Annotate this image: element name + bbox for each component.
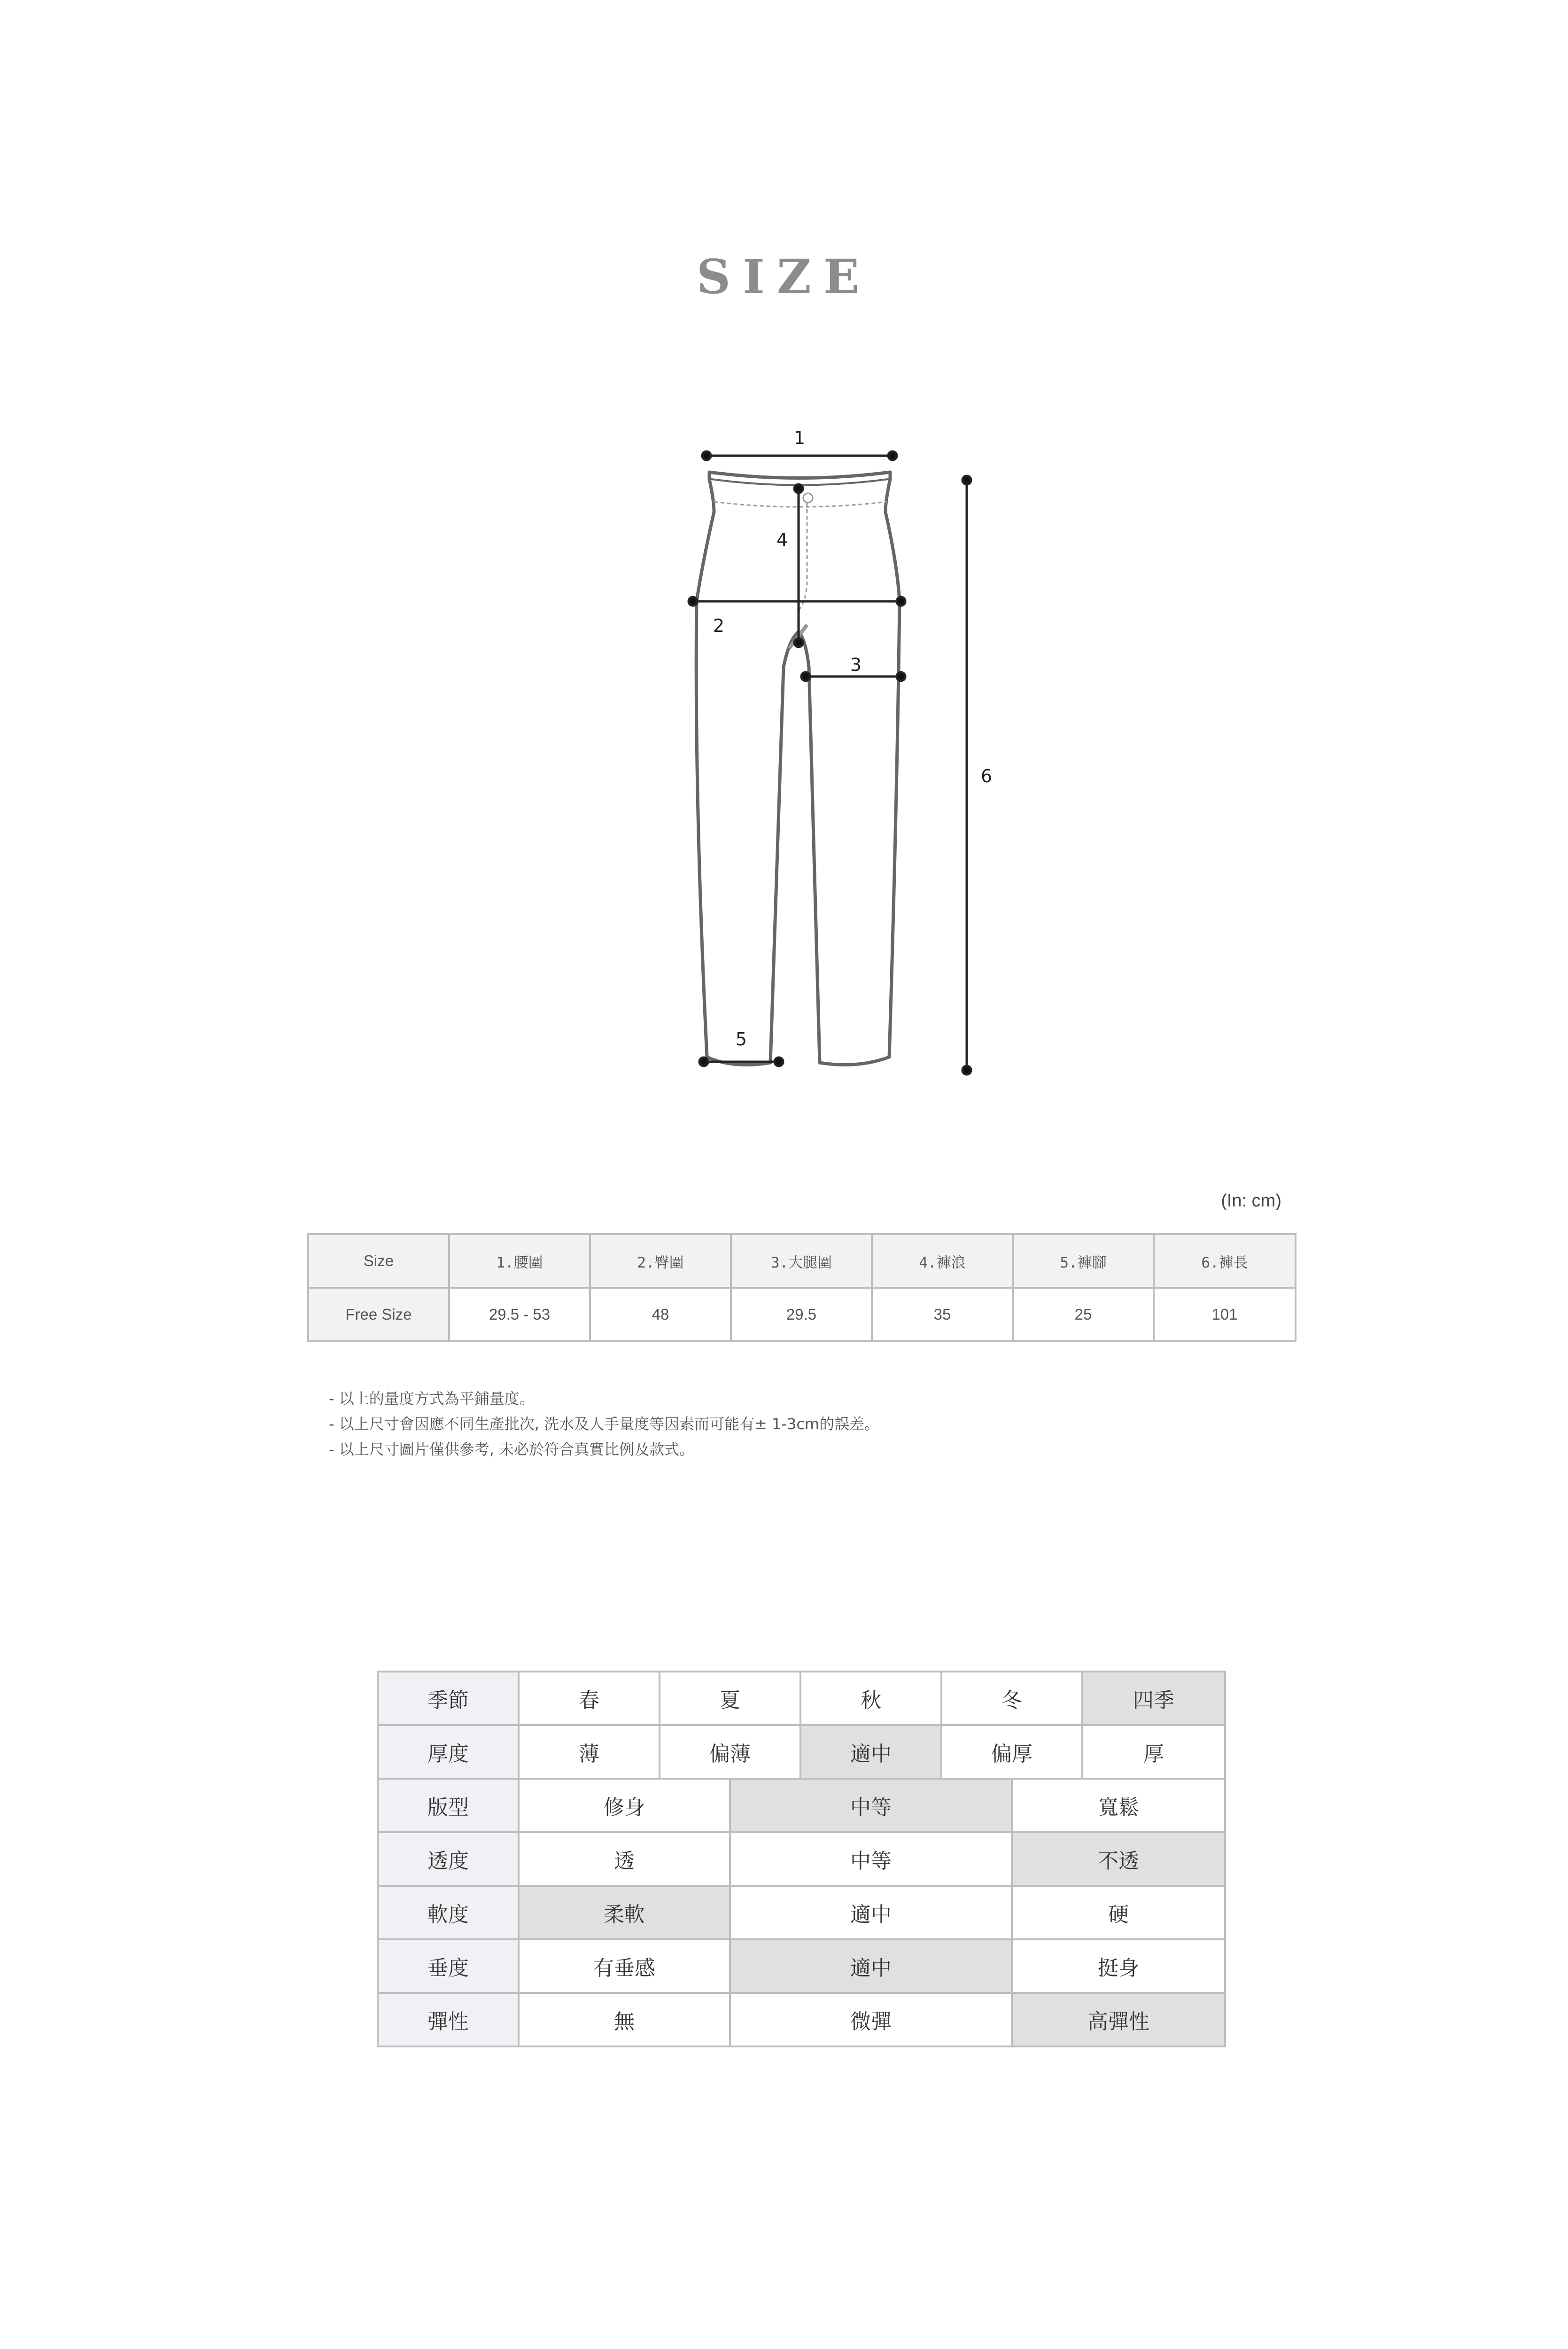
attr-label-transparency: 透度 [378,1832,519,1886]
option-thin: 薄 [519,1725,660,1779]
attr-row-season [378,1672,1225,1725]
unit-note: (In: cm) [1221,1191,1281,1211]
note-line: - 以上的量度方式為平鋪量度。 [329,1390,535,1408]
option-no-stretch: 無 [519,1993,730,2046]
header-thigh: 3.大腿圍 [731,1234,872,1288]
option-see-through: 透 [519,1832,730,1886]
cell-thigh: 29.5 [731,1288,872,1341]
attr-label-elasticity: 彈性 [378,1993,519,2046]
option-spring: 春 [519,1672,660,1725]
attr-label-season: 季節 [378,1672,519,1725]
option-slight-stretch: 微彈 [730,1993,1012,2046]
label-1: 1 [793,428,806,448]
option-medium-softness: 適中 [730,1886,1012,1939]
note-line: - 以上尺寸圖片僅供參考, 未必於符合真實比例及款式。 [329,1440,695,1458]
page-title: SIZE [696,249,872,304]
cell-waist: 29.5 - 53 [449,1288,590,1341]
header-rise: 4.褲浪 [872,1234,1013,1288]
cell-hem: 25 [1013,1288,1154,1341]
option-medium-drape: 適中 [730,1939,1012,1993]
label-4: 4 [776,529,788,550]
header-size: Size [308,1234,449,1288]
cell-length: 101 [1154,1288,1296,1341]
attr-label-softness: 軟度 [378,1886,519,1939]
attr-row-thickness [378,1725,1225,1779]
label-6: 6 [980,766,993,786]
header-hip: 2.臀圍 [590,1234,731,1288]
attr-label-drape: 垂度 [378,1939,519,1993]
option-summer: 夏 [660,1672,800,1725]
option-slim: 修身 [519,1779,730,1832]
option-stiff: 硬 [1012,1886,1225,1939]
label-3: 3 [850,654,862,675]
option-loose: 寬鬆 [1012,1779,1225,1832]
header-hem: 5.褲腳 [1013,1234,1154,1288]
attr-label-fit: 版型 [378,1779,519,1832]
header-waist: 1.腰圍 [449,1234,590,1288]
cell-hip: 48 [590,1288,731,1341]
option-medium-thickness: 適中 [800,1725,941,1779]
header-length: 6.褲長 [1154,1234,1296,1288]
label-2: 2 [713,615,725,636]
size-table-header-row [308,1234,1296,1288]
table-row [308,1288,1296,1341]
label-5: 5 [735,1029,747,1050]
attr-row-fit [378,1779,1225,1832]
option-high-stretch: 高彈性 [1012,1993,1225,2046]
attr-row-elasticity [378,1993,1225,2046]
option-medium-transparency: 中等 [730,1832,1012,1886]
pants-measurement-diagram [0,0,1568,1128]
option-thick: 厚 [1082,1725,1225,1779]
option-winter: 冬 [941,1672,1082,1725]
option-regular-fit: 中等 [730,1779,1012,1832]
option-drapey: 有垂感 [519,1939,730,1993]
size-table [307,1233,1296,1342]
attr-label-thickness: 厚度 [378,1725,519,1779]
note-line: - 以上尺寸會因應不同生產批次, 洗水及人手量度等因素而可能有± 1-3cm的誤差。 [329,1415,880,1433]
cell-size: Free Size [308,1288,449,1341]
cell-rise: 35 [872,1288,1013,1341]
measurement-notes [329,1386,879,1462]
option-all-seasons: 四季 [1082,1672,1225,1725]
option-structured: 挺身 [1012,1939,1225,1993]
option-soft: 柔軟 [519,1886,730,1939]
option-slightly-thin: 偏薄 [660,1725,800,1779]
option-slightly-thick: 偏厚 [941,1725,1082,1779]
attr-row-drape [378,1939,1225,1993]
option-autumn: 秋 [800,1672,941,1725]
attr-row-transparency [378,1832,1225,1886]
fabric-attributes-table [377,1671,1226,2047]
attr-row-softness [378,1886,1225,1939]
option-opaque: 不透 [1012,1832,1225,1886]
